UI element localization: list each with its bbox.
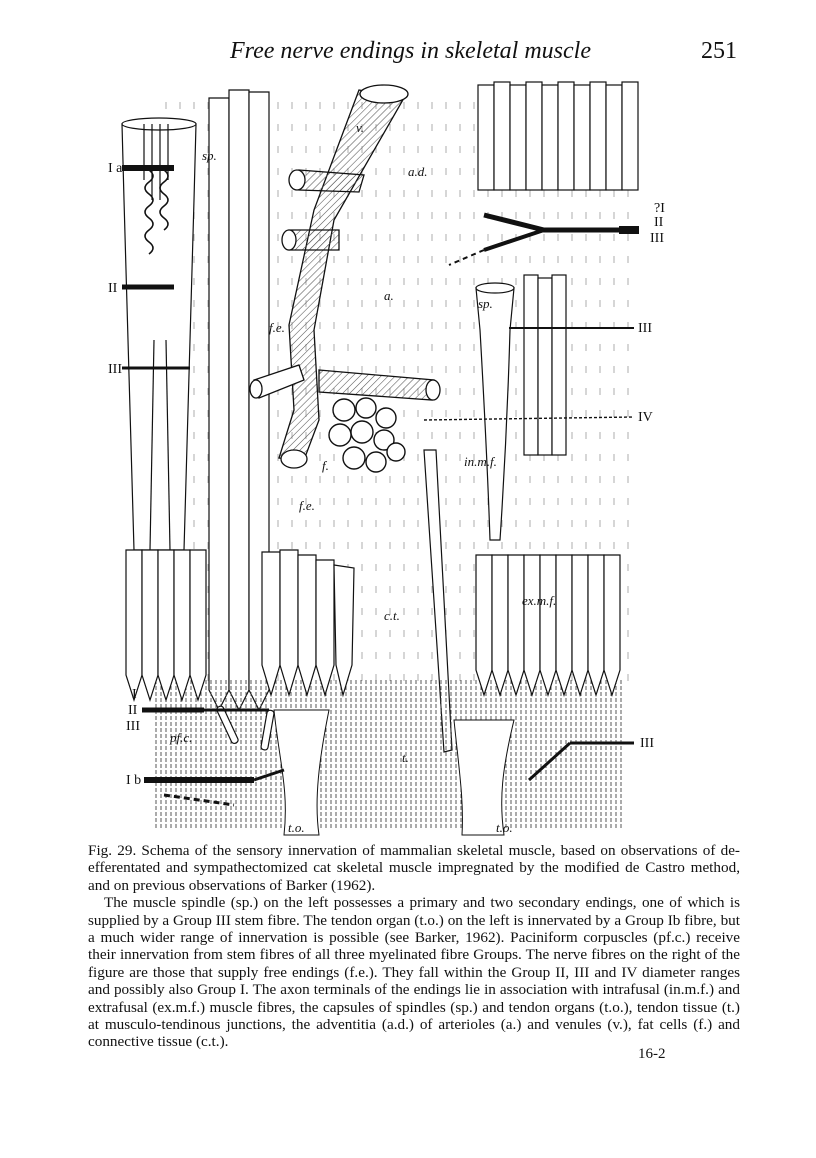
label-ad: a.d. (408, 164, 428, 179)
label-II-left: II (108, 281, 118, 296)
label-IV: IV (638, 410, 653, 425)
left-muscle-spindle (122, 118, 196, 550)
tendon-tissue (152, 680, 622, 830)
label-f: f. (322, 458, 329, 473)
lower-right-extrafusal-fibres (476, 555, 620, 695)
label-group-I: I (132, 687, 137, 702)
caption-fig-paragraph: Fig. 29. Schema of the sensory innervation of mammalian skeletal muscle, based on observations of de-efferentated and sympathectomized cat skeletal muscle impregnated by the modified de Castro method, and on previous observations of Barker (1962). (88, 842, 740, 894)
label-III-right-top: III (650, 231, 664, 246)
label-III-bottom-right: III (640, 736, 654, 751)
label-exmf: ex.m.f. (522, 593, 557, 608)
label-to-left: t.o. (288, 820, 305, 835)
page-number: 251 (701, 38, 737, 64)
label-t: t. (402, 750, 409, 765)
figure-29-illustration (104, 80, 674, 840)
lower-middle-extrafusal-fibres (262, 550, 354, 695)
central-extrafusal-fibres (209, 90, 269, 710)
label-II-right: II (654, 215, 664, 230)
label-ct: c.t. (384, 608, 400, 623)
label-fe-upper: f.e. (269, 320, 285, 335)
caption-body-paragraph: The muscle spindle (sp.) on the left possesses a primary and two secondary endings, one of which is supplied by a Group III stem fibre. The tendon organ (t.o.) on the left is innervated by a Group Ib fibre, but a much wider range of innervation is possible (see Barker, 1962). Paciniform corpuscles (pf.c.) receive their innervation from stem fibres of all three myelinated fibre Groups. The nerve fibres on the right of the figure are those that supply free endings (f.e.). They fall within the Group II, III and IV diameter ranges and possibly also Group I. The axon terminals of the endings lie in association with intrafusal (in.m.f.) and extrafusal (ex.m.f.) muscle fibres, the capsules of spindles (sp.) and tendon organs (t.o.), tendon tissue (t.) at musculo-tendinous junctions, the adventitia (a.d.) of arterioles (a.) and venules (v.), fat cells (f.) and connective tissue (c.t.). (88, 894, 740, 1051)
label-inmf: in.m.f. (464, 454, 497, 469)
label-fe-lower: f.e. (299, 498, 315, 513)
signature-mark: 16-2 (638, 1046, 666, 1062)
label-group-II: II (128, 703, 138, 718)
label-a: a. (384, 288, 394, 303)
label-III-right-mid: III (638, 321, 652, 336)
label-Ia: I a (108, 161, 123, 176)
label-III-left: III (108, 362, 122, 377)
label-v: v. (356, 120, 365, 135)
label-question-I: ?I (654, 201, 665, 216)
label-pfc: pf.c. (170, 730, 193, 745)
label-sp-left: sp. (202, 148, 217, 163)
label-Ib: I b (126, 773, 142, 788)
label-sp-right: sp. (478, 296, 493, 311)
figure-svg (104, 80, 674, 840)
label-group-III: III (126, 719, 140, 734)
label-to-right: t.o. (496, 820, 513, 835)
running-header-title: Free nerve endings in skeletal muscle (230, 38, 591, 64)
figure-caption (88, 842, 740, 1051)
top-right-extrafusal-fibres (478, 82, 638, 190)
lower-left-extrafusal-fibres (126, 550, 206, 700)
